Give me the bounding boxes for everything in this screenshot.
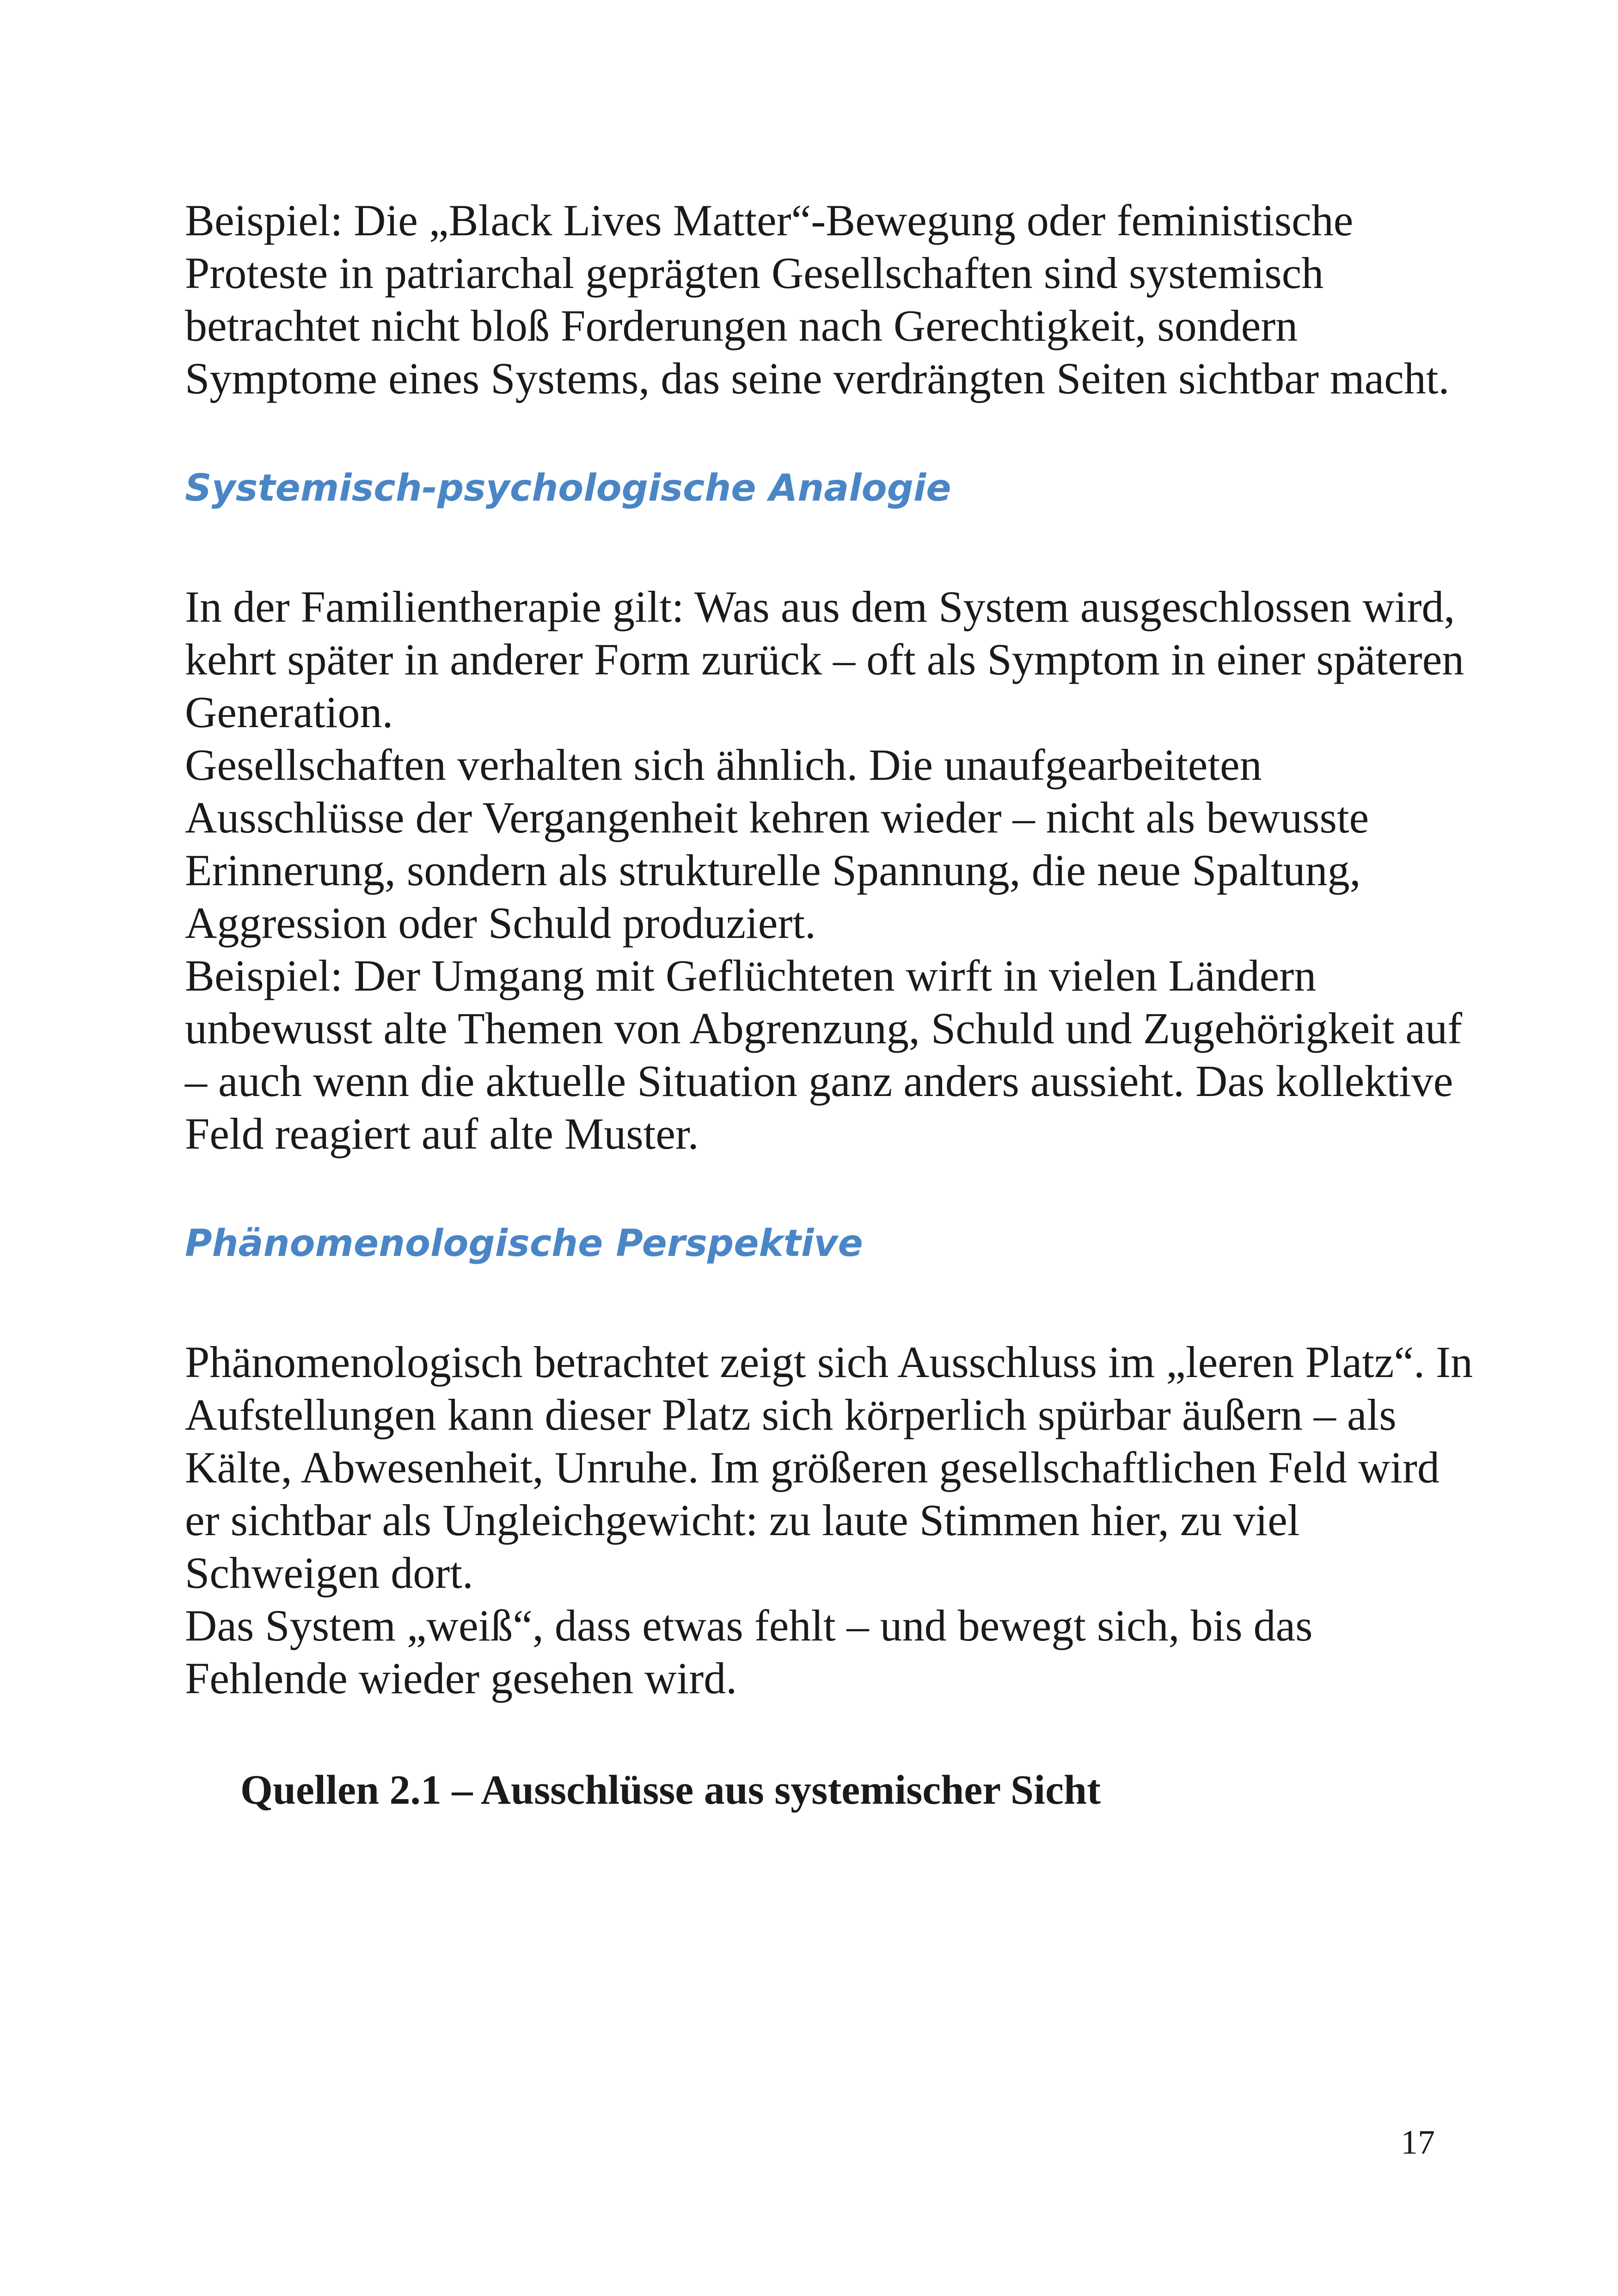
spacer [185, 511, 1479, 581]
intro-paragraph: Beispiel: Die „Black Lives Matter“-Bewegung oder feministische Proteste in patriarchal geprägten Gesellschaften sind systemisch betrachtet nicht bloß Forderungen nach Gerechtigkeit, sondern Symptome eines Systems, das seine verdrängten Seiten sichtbar macht. [185, 196, 1450, 403]
page-content [185, 194, 1479, 1816]
spacer [185, 405, 1479, 465]
section-heading-systemic-analogy: Systemisch-psychologische Analogie [185, 466, 951, 509]
paragraph: Phänomenologisch betrachtet zeigt sich Ausschluss im „leeren Platz“. In Aufstellungen kann dieser Platz sich körperlich spürbar äußern – als Kälte, Abwesenheit, Unruhe. Im größeren gesellschaftlichen Feld wird er sichtbar als Ungleichgewicht: zu laute Stimmen hier, zu viel Schweigen dort. [185, 1337, 1473, 1598]
section-heading-phenomenological-perspective: Phänomenologische Perspektive [185, 1222, 863, 1265]
paragraph: In der Familientherapie gilt: Was aus dem System ausgeschlossen wird, kehrt später in anderer Form zurück – oft als Symptom in einer späteren Generation. [185, 582, 1465, 737]
spacer [185, 1160, 1479, 1220]
sources-heading: Quellen 2.1 – Ausschlüsse aus systemischer Sicht [240, 1767, 1101, 1813]
paragraph: Das System „weiß“, dass etwas fehlt – und bewegt sich, bis das Fehlende wieder gesehen wird. [185, 1601, 1313, 1703]
paragraph: Gesellschaften verhalten sich ähnlich. Die unaufgearbeiteten Ausschlüsse der Vergangenheit kehren wieder – nicht als bewusste Erinnerung, sondern als strukturelle Spannung, die neue Spaltung, Aggression oder Schuld produziert. [185, 740, 1369, 948]
page-number: 17 [1401, 2124, 1435, 2161]
spacer [185, 1267, 1479, 1336]
spacer [185, 1705, 1479, 1765]
paragraph: Beispiel: Der Umgang mit Geflüchteten wirft in vielen Ländern unbewusst alte Themen von Abgrenzung, Schuld und Zugehörigkeit auf – auch wenn die aktuelle Situation ganz anders aussieht. Das kollektive Feld reagiert auf alte Muster. [185, 951, 1462, 1158]
